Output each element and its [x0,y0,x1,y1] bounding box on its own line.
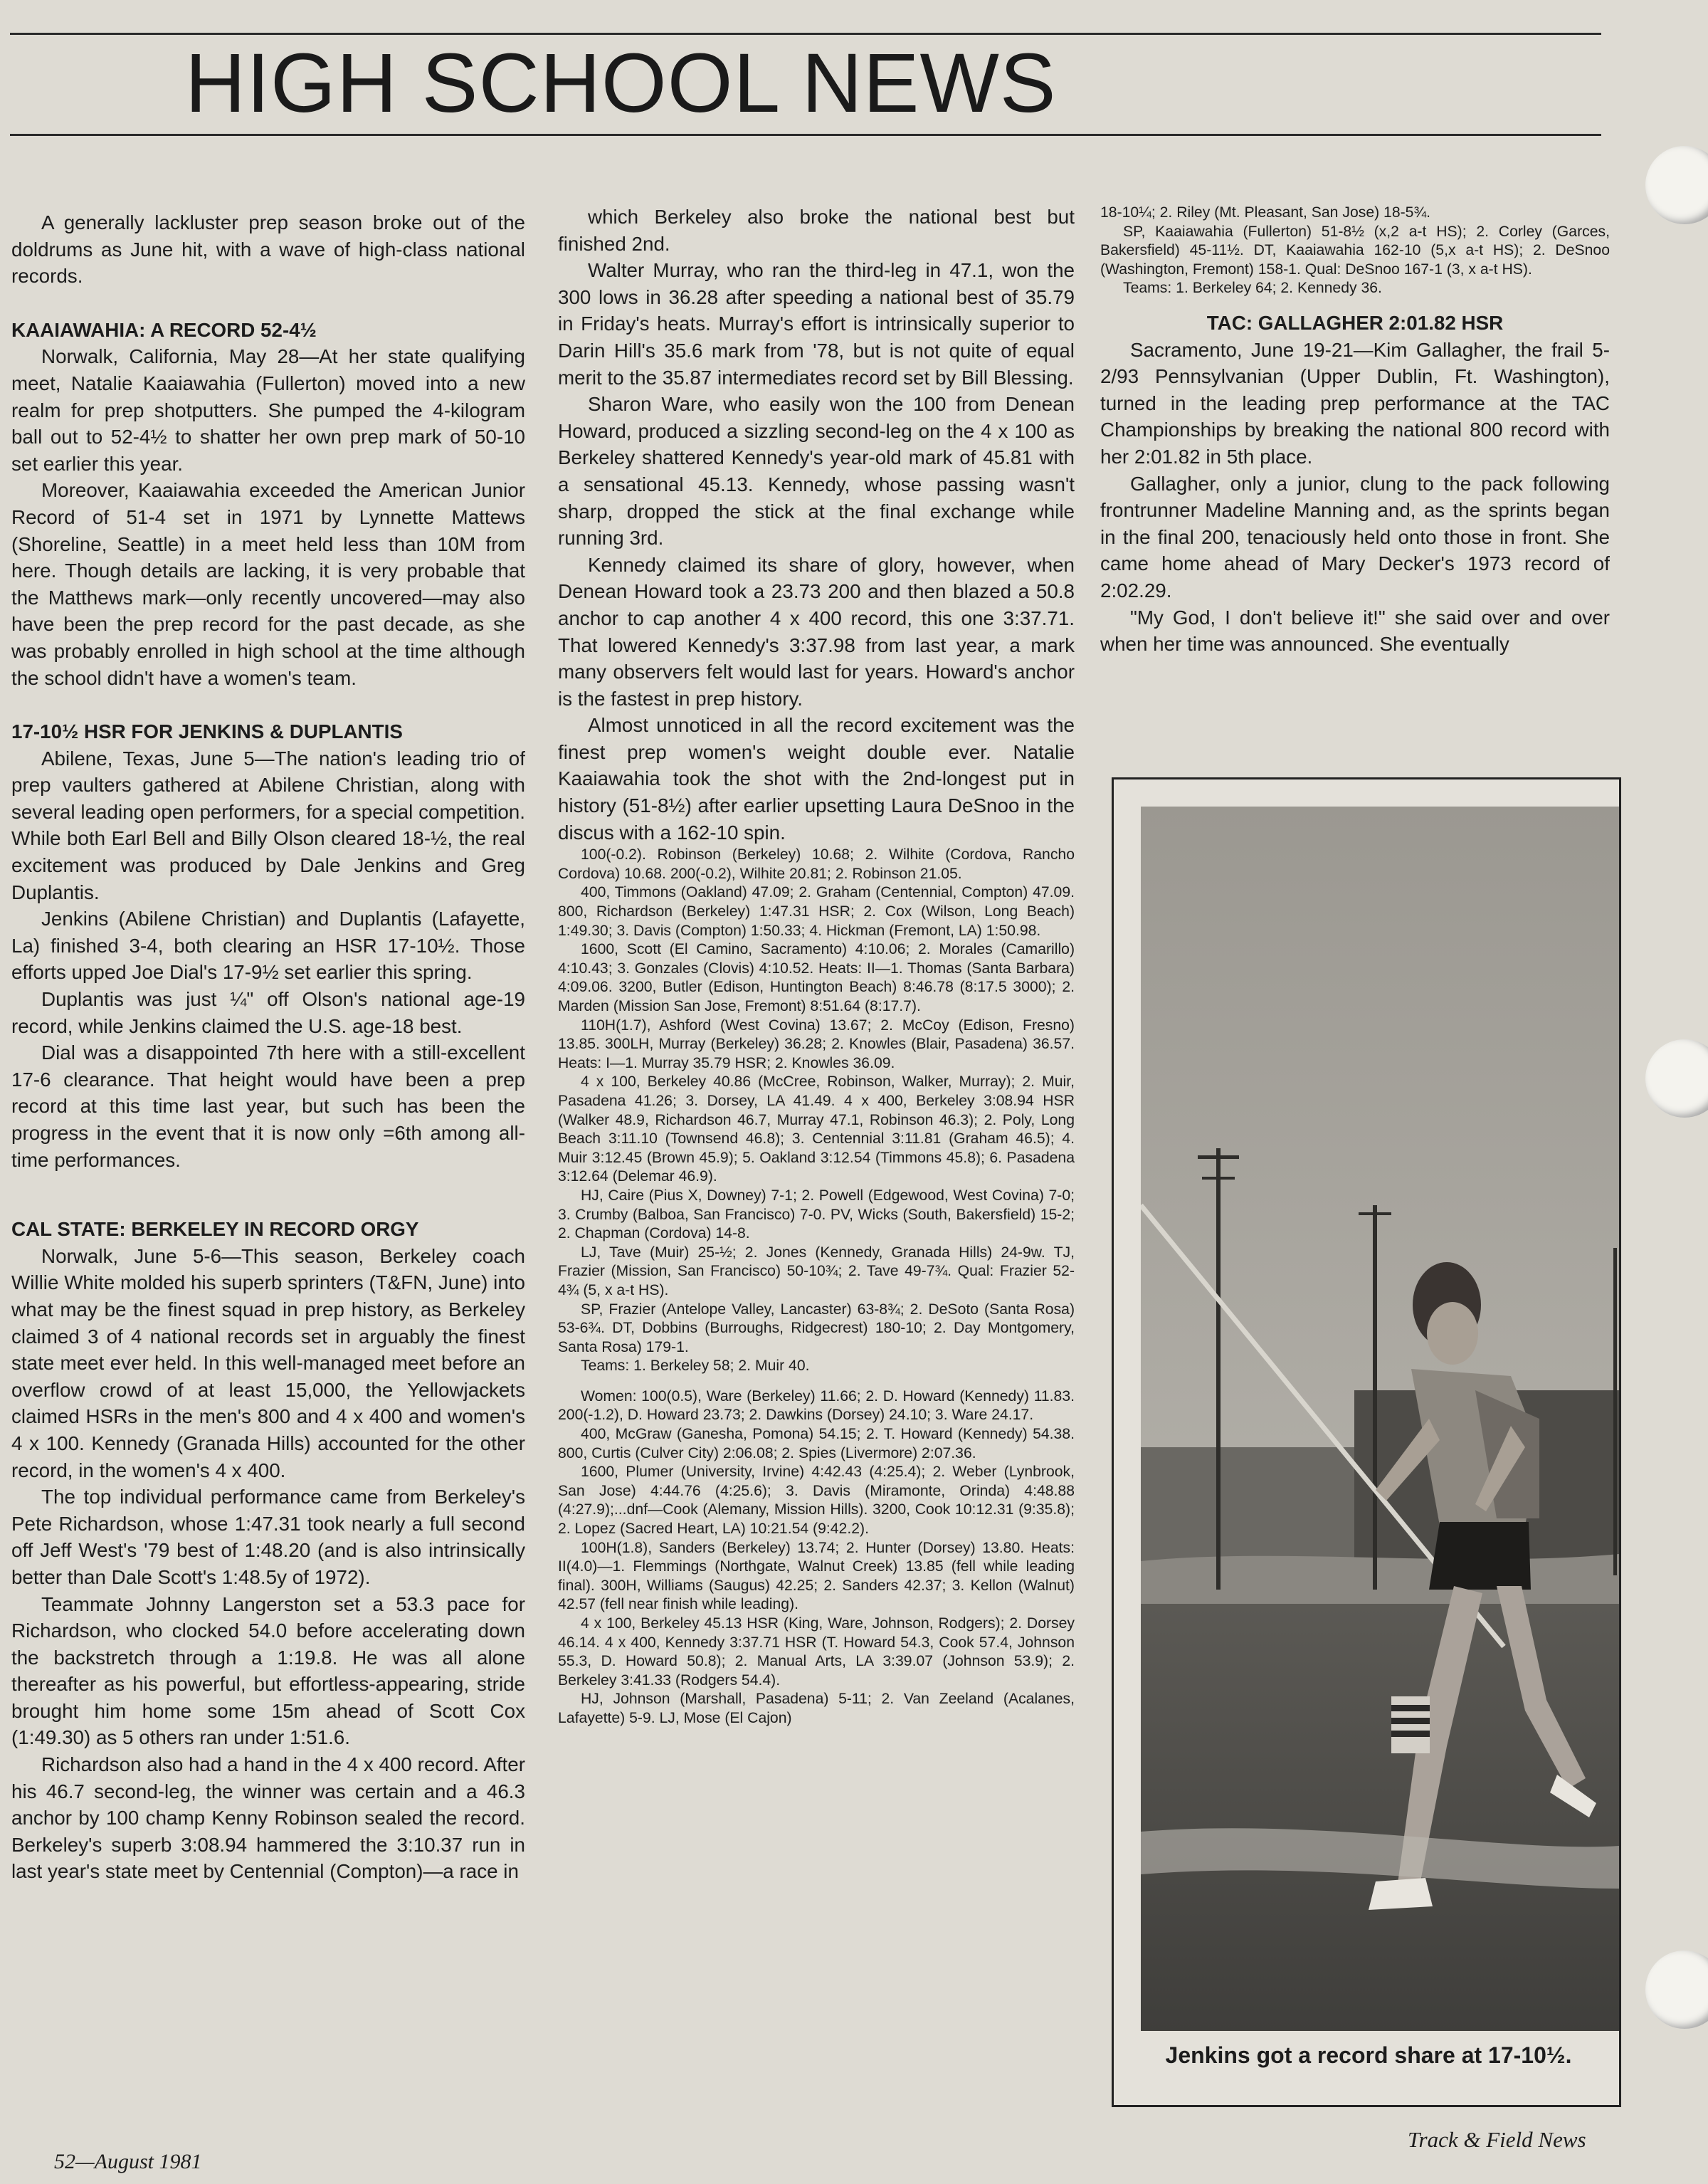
body-paragraph: Teammate Johnny Langerston set a 53.3 pace for Richardson, who clocked 54.0 before accelerating down the backstretch through a 1:19.8. He was all alone thereafter as his powerful, but effortless-appearing, stride brought him home some 15m ahead of Scott Cox (1:49.30) as 5 others ran under 1:51.6. [11,1592,525,1749]
results-paragraph: 110H(1.7), Ashford (West Covina) 13.67; 2. McCoy (Edison, Fresno) 13.85. 300LH, Murray (Berkeley) 36.28; 2. Knowles (Blair, Pasadena) 36.57. Heats: I—1. Murray 35.79 HSR; 2. Knowles 36.09. [558,1017,1075,1071]
results-paragraph: 400, McGraw (Ganesha, Pomona) 54.15; 2. T. Howard (Kennedy) 54.38. 800, Curtis (Culver City) 2:06.08; 2. Spies (Livermore) 2:07.36. [558,1426,1075,1461]
article-headline: CAL STATE: BERKELEY IN RECORD ORGY [11,1218,419,1241]
results-paragraph: 18-10¼; 2. Riley (Mt. Pleasant, San Jose) 18-5¾. [1100,204,1431,221]
spacer [11,691,525,718]
body-paragraph: Richardson also had a hand in the 4 x 400 record. After his 46.7 second-leg, the winner was certain and a 46.3 anchor by 100 champ Kenny Robinson sealed the record. Berkeley's superb 3:08.94 hammered the 3:10.37 run in last year's state meet by Centennial (Compton)—a race in [11,1753,525,1883]
article-headline: KAAIAWAHIA: A RECORD 52-4½ [11,318,317,341]
section-masthead: HIGH SCHOOL NEWS [185,36,1057,130]
spacer [558,1376,1075,1387]
results-paragraph: Teams: 1. Berkeley 58; 2. Muir 40. [581,1358,810,1375]
results-block [558,1387,1075,1728]
body-paragraph: "My God, I don't believe it!" she said over and over when her time was announced. She eventually [1100,606,1610,656]
spacer [11,290,525,317]
results-paragraph: 400, Timmons (Oakland) 47.09; 2. Graham (Centennial, Compton) 47.09. 800, Richardson (Berkeley) 1:47.31 HSR; 2. Cox (Wilson, Long Beach) 1:49.30; 3. Davis (Compton) 1:50.33; 4. Hickman (Fremont, LA) 1:50.98. [558,884,1075,939]
results-paragraph: HJ, Johnson (Marshall, Pasadena) 5-11; 2. Van Zeeland (Acalanes, Lafayette) 5-9. LJ, Mose (El Cajon) [558,1691,1075,1726]
column-2 [558,204,1075,2126]
column-3 [1100,204,1610,752]
results-paragraph: 1600, Scott (El Camino, Sacramento) 4:10.06; 2. Morales (Camarillo) 4:10.43; 3. Gonzales (Clovis) 4:10.52. Heats: II—1. Thomas (Santa Barbara) 4:09.06. 3200, Butler (Edison, Huntington Beach) 8:46.78 (8:17.5 3000); 2. Marden (Mission San Jose, Fremont) 8:51.64 (8:17.7). [558,941,1075,1014]
body-paragraph: A generally lackluster prep season broke out of the doldrums as June hit, with a wave of high-class national records. [11,211,525,288]
photo-caption: Jenkins got a record share at 17-10½. [1165,2042,1572,2068]
masthead-rule [10,134,1601,136]
results-paragraph: Women: 100(0.5), Ware (Berkeley) 11.66; 2. D. Howard (Kennedy) 11.83. 200(-1.2), D. Howard 23.73; 2. Dawkins (Dorsey) 24.10; 3. Ware 24.17. [558,1387,1075,1424]
column-1 [11,209,525,2131]
body-paragraph: Walter Murray, who ran the third-leg in 47.1, won the 300 lows in 36.28 after speeding a national best of 35.79 in Friday's heats. Murray's effort is intrinsically superior to Darin Hill's 35.6 mark from '78, but is not quite of equal merit to the 35.87 intermediates record set by Bill Blessing. [558,259,1075,389]
results-paragraph: 4 x 100, Berkeley 40.86 (McCree, Robinson, Walker, Murray); 2. Muir, Pasadena 41.26; 3. Dorsey, LA 41.49. 4 x 400, Berkeley 3:08.94 HSR (Walker 48.9, Richardson 46.7, Murray 47.1, Robinson 46.3); 2. Poly, Long Beach 3:11.10 (Townsend 46.8); 3. Centennial 3:11.81 (Graham 46.5); 4. Muir 3:12.45 (Brown 45.9); 5. Oakland 3:12.54 (Timmons 45.8); 6. Pasadena 3:12.64 (Delemar 46.9). [558,1073,1075,1185]
results-paragraph: SP, Frazier (Antelope Valley, Lancaster) 63-8¾; 2. DeSoto (Santa Rosa) 53-6¾. DT, Dobbins (Burroughs, Ridgecrest) 180-10; 2. Day Montgomery, Santa Rosa) 179-1. [558,1301,1075,1355]
body-paragraph: Sacramento, June 19-21—Kim Gallagher, the frail 5-2/93 Pennsylvanian (Upper Dublin, Ft. Washington), turned in the leading prep performance at the TAC Championships by breaking the national 800 record with her 2:01.82 in 5th place. [1100,338,1610,468]
results-paragraph: HJ, Caire (Pius X, Downey) 7-1; 2. Powell (Edgewood, West Covina) 7-0; 3. Crumby (Balboa, San Francisco) 7-0. PV, Wicks (South, Bakersfield) 15-2; 2. Chapman (Cordova) 14-8. [558,1187,1075,1242]
body-paragraph: Moreover, Kaaiawahia exceeded the American Junior Record of 51-4 set in 1971 by Lynnette Mattews (Shoreline, Seattle) in a meet held less than 10M from here. Though details are lacking, it is very probable that the Matthews mark—only recently uncovered—may also have been the prep record for the past decade, as she was probably enrolled in high school at the time although the school didn't have a women's team. [11,479,525,689]
magazine-name: Track & Field News [1408,2127,1586,2152]
photo-box [1112,777,1621,2107]
results-paragraph: Teams: 1. Berkeley 64; 2. Kennedy 36. [1123,280,1382,297]
body-paragraph: Sharon Ware, who easily won the 100 from Denean Howard, produced a sizzling second-leg on the 4 x 100 as Berkeley shattered Kennedy's year-old mark of 45.81 with a sensational 45.13. Kennedy, whose passing wasn't sharp, dropped the stick at the final exchange while running 3rd. [558,393,1075,550]
photo-illustration [1141,807,1619,2031]
body-paragraph: Gallagher, only a junior, clung to the pack following frontrunner Madeline Manning and, as the sprints began in the final 200, tenaciously held onto those in front. She came home ahead of Mary Decker's 1973 record of 2:02.29. [1100,472,1610,602]
article-headline: TAC: GALLAGHER 2:01.82 HSR [1206,311,1504,334]
body-paragraph: Kennedy claimed its share of glory, however, when Denean Howard took a 23.73 200 and then blazed a 50.8 anchor to cap another 4 x 400 record, this one 3:37.71. That lowered Kennedy's 3:37.98 from last year, a mark many observers felt would last for years. Howard's anchor is the fastest in prep history. [558,553,1075,710]
binder-hole [1645,146,1708,224]
results-paragraph: 100H(1.8), Sanders (Berkeley) 13.74; 2. Hunter (Dorsey) 13.80. Heats: II(4.0)—1. Flemmings (Northgate, Walnut Creek) 13.85 (fell while leading final). 300H, Williams (Saugus) 42.25; 2. Sanders 42.37; 3. Kellon (Walnut) 42.57 (fell near finish while leading). [558,1539,1075,1613]
body-paragraph: Duplantis was just ¼" off Olson's national age-19 record, while Jenkins claimed the U.S. age-18 best. [11,988,525,1037]
spacer [11,1173,525,1216]
results-paragraph: 4 x 100, Berkeley 45.13 HSR (King, Ware, Johnson, Rodgers); 2. Dorsey 46.14. 4 x 400, Kennedy 3:37.71 HSR (T. Howard 54.3, Cook 57.4, Johnson 55.3, D. Howard 50.8); 2. Manual Arts, LA 3:39.07 (Johnson 53.9); 2. Berkeley 3:41.33 (Rodgers 54.4). [558,1615,1075,1689]
results-paragraph: 1600, Plumer (University, Irvine) 4:42.43 (4:25.4); 2. Weber (Lynbrook, San Jose) 4:44.76 (4:25.6); 3. Davis (Miramonte, Orinda) 4:48.88 (4:27.9);...dnf—Cook (Alemany, Mission Hills). 3200, Cook 10:12.31 (9:35.8); 2. Lopez (Sacred Heart, LA) 10:21.54 (9:42.2). [558,1464,1075,1538]
body-paragraph: Abilene, Texas, June 5—The nation's leading trio of prep vaulters gathered at Abilene Christian, along with several leading open performers, for a special competition. While both Earl Bell and Billy Olson cleared 18-½, the real excitement was produced by Dale Jenkins and Greg Duplantis. [11,747,525,903]
body-paragraph: Norwalk, California, May 28—At her state qualifying meet, Natalie Kaaiawahia (Fullerton) moved into a new realm for prep shotputters. She pumped the 4-kilogram ball out to 52-4½ to shatter her own prep mark of 50-10 set earlier this year. [11,345,525,475]
body-paragraph: Almost unnoticed in all the record excitement was the finest prep women's weight double ever. Natalie Kaaiawahia took the shot with the 2nd-longest put in history (51-8½) after earlier upsetting Laura DeSnoo in the discus with a 162-10 spin. [558,714,1075,844]
body-paragraph: Jenkins (Abilene Christian) and Duplantis (Lafayette, La) finished 3-4, both clearing an HSR 17-10½. Those efforts upped Joe Dial's 17-9½ set earlier this spring. [11,908,525,984]
results-paragraph: SP, Kaaiawahia (Fullerton) 51-8½ (x,2 a-t HS); 2. Corley (Garces, Bakersfield) 45-11½. DT, Kaaiawahia 162-10 (5,x a-t HS); 2. DeSnoo (Washington, Fremont) 158-1. Qual: DeSnoo 167-1 (3, x a-t HS). [1100,223,1610,278]
results-block [1100,204,1610,298]
results-paragraph: LJ, Tave (Muir) 25-½; 2. Jones (Kennedy, Granada Hills) 24-9w. TJ, Frazier (Mission, San Francisco) 50-10¾; 2. Tave 49-7¾. Qual: Frazier 52-4¾ (5, x a-t HS). [558,1244,1075,1298]
results-paragraph: 100(-0.2). Robinson (Berkeley) 10.68; 2. Wilhite (Cordova, Rancho Cordova) 10.68. 200(-0.2), Wilhite 20.81; 2. Robinson 21.05. [558,846,1075,882]
page-folio: 52—August 1981 [54,2150,202,2173]
body-paragraph: Dial was a disappointed 7th here with a still-excellent 17-6 clearance. That height would have been a prep record at this time last year, but such has been the progress in the event that it is now only =6th among all-time performances. [11,1041,525,1171]
pole-vaulter-photo [1141,807,1619,2031]
body-paragraph: which Berkeley also broke the national best but finished 2nd. [558,206,1075,255]
results-block [558,846,1075,1376]
article-headline: 17-10½ HSR FOR JENKINS & DUPLANTIS [11,720,403,743]
binder-hole [1645,1951,1708,2029]
spacer [1100,298,1610,310]
body-paragraph: The top individual performance came from Berkeley's Pete Richardson, whose 1:47.31 took nearly a full second off Jeff West's '79 best of 1:48.20 (and is also intrinsically better than Dale Scott's 1:48.5y of 1972). [11,1486,525,1588]
body-paragraph: Norwalk, June 5-6—This season, Berkeley coach Willie White molded his superb sprinters (T&FN, June) into what may be the finest squad in prep history, as Berkeley claimed 3 of 4 national records set in arguably the finest state meet ever held. In this well-managed meet before an overflow crowd of at least 15,000, the Yellowjackets claimed HSRs in the men's 800 and 4 x 400 and women's 4 x 100. Kennedy (Granada Hills) accounted for the other record, in the women's 4 x 400. [11,1244,525,1481]
binder-hole [1645,1039,1708,1118]
top-rule [10,33,1601,35]
